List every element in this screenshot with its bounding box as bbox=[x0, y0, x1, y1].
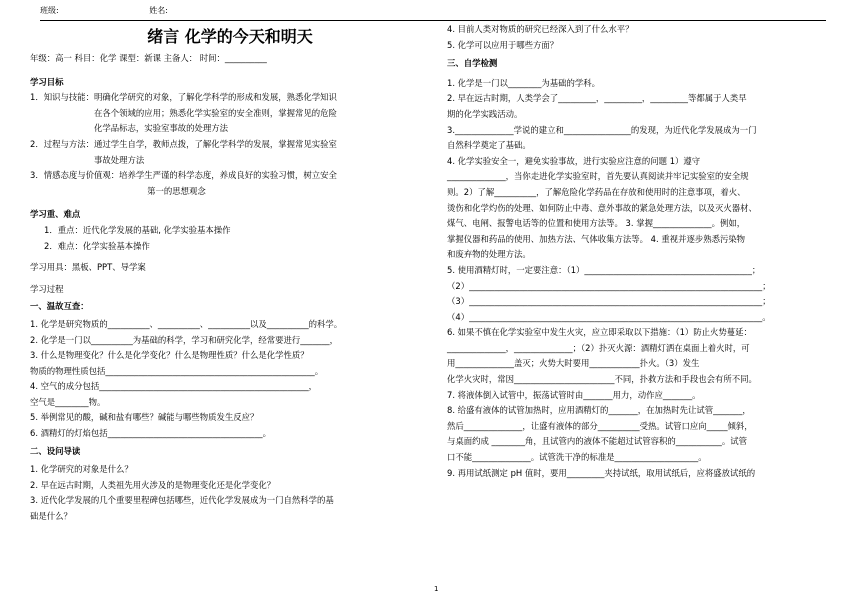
self-check-line: 6. 如果不慎在化学实验室中发生火灾，应立即采取以下措施：（1）防止火势蔓延： bbox=[447, 327, 752, 338]
review-item: 空气是________物。 bbox=[30, 396, 106, 407]
learning-tools: 学习用具：黑板、PPT、导学案 bbox=[30, 262, 146, 273]
document-title: 绪言 化学的今天和明天 bbox=[147, 27, 313, 46]
self-check-line: 自然科学奠定了基础。 bbox=[447, 140, 531, 151]
review-item: 6. 酒精灯的灯焰包括_____________________________________。 bbox=[30, 428, 271, 439]
right-column bbox=[447, 22, 833, 481]
review-item: 2. 化学是一门以__________为基础的科学，学习和研究化学，经常要进行_______， bbox=[30, 334, 338, 345]
goals-heading: 学习目标 bbox=[30, 76, 64, 87]
self-check-line: 和废弃物的处理方法。 bbox=[447, 249, 531, 260]
self-check-line: （2）______________________________________________________________________； bbox=[447, 280, 771, 291]
guide-question: 2. 早在远古时期，人类祖先用火涉及的是物理变化还是化学变化？ bbox=[30, 479, 276, 490]
lesson-meta: 年级：高一 科目：化学 课型：新课 主备人： 时间：__________ bbox=[30, 53, 267, 63]
goal3-line: 培养学生严谨的科学态度，养成良好的实验习惯，树立安全 bbox=[119, 170, 337, 181]
goal2-line: 通过学生自学，教师点拨，了解化学科学的发展，掌握常见实验室 bbox=[93, 138, 337, 149]
self-check-line: ______________，当你走进化学实验室时，首先要认真阅读并牢记实验室的安全规 bbox=[447, 171, 749, 182]
guide-question: 5. 化学可以应用于哪些方面？ bbox=[447, 39, 559, 50]
goal1-line: 在各个领域的应用；熟悉化学实验室的安全准则，掌握常见的危险 bbox=[93, 107, 337, 118]
guide-question: 1. 化学研究的对象是什么？ bbox=[30, 464, 133, 475]
self-check-line: 口不能______________。试管洗干净的标准是____________________。 bbox=[447, 452, 707, 463]
guide-section-heading: 二、设问导读 bbox=[30, 445, 81, 456]
self-check-line: 则。2）了解__________，了解危险化学药品在存放和使用时的注意事项，着火、 bbox=[447, 186, 746, 197]
guide-question: 础是什么？ bbox=[30, 511, 72, 522]
self-check-line: 8. 给盛有液体的试管加热时，应用酒精灯的_______，在加热时先让试管_______， bbox=[447, 405, 751, 416]
goal-knowledge bbox=[30, 90, 430, 137]
page-header bbox=[40, 5, 168, 16]
review-item: 1. 化学是研究物质的__________、__________、__________以及__________的科学。 bbox=[30, 318, 343, 329]
self-check-line: 用______________盖灭；火势大时要用____________扑火。（3）发生 bbox=[447, 358, 700, 369]
self-check-line: 5. 使用酒精灯时，一定要注意：（1）________________________________________； bbox=[447, 264, 761, 275]
goal3-line: 第一的思想观念 bbox=[147, 185, 206, 196]
goal2-label: 2．过程与方法： bbox=[30, 138, 94, 149]
goal1-line: 化学品标志，实验室事故的处理方法 bbox=[93, 123, 228, 134]
self-check-line: 期的化学实践活动。 bbox=[447, 108, 523, 119]
goal1-line: 明确化学研究的对象，了解化学科学的形成和发展，熟悉化学知识 bbox=[93, 92, 337, 103]
page-number: 1 bbox=[434, 585, 439, 593]
key-points-heading: 学习重、难点 bbox=[30, 209, 81, 220]
review-section-heading: 一、温故互查： bbox=[30, 301, 89, 312]
class-label: 班级: bbox=[40, 6, 59, 15]
self-check-line: 1. 化学是一门以________为基础的学科。 bbox=[447, 77, 601, 88]
goal-process bbox=[30, 137, 430, 168]
self-check-line: 9. 再用试纸测定 pH 值时，要用_________夹持试纸，取用试纸后，应将盛放试纸的 bbox=[447, 467, 756, 478]
self-check-line: （4）______________________________________________________________________。 bbox=[447, 311, 771, 322]
self-check-line: 煤气、电闸、报警电话等的位置和使用方法等。 3. 掌握______________。例如， bbox=[447, 218, 746, 229]
left-column bbox=[30, 22, 430, 525]
header-divider bbox=[40, 20, 826, 21]
self-check-line: （3）______________________________________________________________________； bbox=[447, 296, 771, 307]
review-item: 3. 什么是物理变化？什么是化学变化？什么是物理性质？什么是化学性质？ bbox=[30, 350, 309, 361]
self-check-heading: 三、自学检测 bbox=[447, 58, 498, 69]
self-check-line: 掌握仪器和药品的使用、加热方法、气体收集方法等。 4. 重视并逐步熟悉污染物 bbox=[447, 233, 746, 244]
self-check-line: ______________，______________；（2）扑灭火源：酒精灯洒在桌面上着火时，可 bbox=[447, 342, 750, 353]
self-check-line: 4. 化学实验安全一，避免实验事故，进行实验应注意的问题 1）遵守 bbox=[447, 155, 701, 166]
self-check-line: 7. 将液体倒入试管中，振荡试管时由_______用力，动作应_______。 bbox=[447, 389, 701, 400]
guide-question: 4. 目前人类对物质的研究已经深入到了什么水平？ bbox=[447, 24, 634, 34]
review-item: 5. 举例常见的酸，碱和盐有哪些？碱能与哪些物质发生反应？ bbox=[30, 412, 259, 423]
self-check-line: 化学火灾时，常因________________________不同，扑救方法和手段也会有所不同。 bbox=[447, 374, 757, 385]
key-point: 1．重点：近代化学发展的基础, 化学实验基本操作 bbox=[44, 224, 231, 235]
self-check-line: 3.______________学说的建立和________________的发现，为近代化学发展成为一门 bbox=[447, 124, 757, 135]
name-label: 姓名: bbox=[149, 6, 168, 15]
guide-question: 3. 近代化学发展的几个重要里程碑包括哪些，近代化学发展成为一门自然科学的基 bbox=[30, 495, 334, 506]
review-item: 物质的物理性质包括__________________________________________________。 bbox=[30, 365, 324, 376]
difficult-point: 2．难点：化学实验基本操作 bbox=[44, 240, 150, 251]
goal1-label: 1．知识与技能： bbox=[30, 92, 94, 103]
self-check-line: 烫伤和化学灼伤的处理、如何防止中毒、意外事故的紧急处理方法，以及灭火器材、 bbox=[447, 202, 757, 213]
self-check-line: 2. 早在远古时期，人类学会了_________，_________，_________等都属于人类早 bbox=[447, 93, 747, 104]
review-item: 4. 空气的成分包括__________________________________________________， bbox=[30, 381, 318, 392]
process-heading: 学习过程 bbox=[30, 283, 64, 294]
self-check-line: 然后______________，让盛有液体的部分__________受热。试管口应向_____倾斜， bbox=[447, 420, 753, 431]
self-check-line: 与桌面约成 ________角，且试管内的液体不能超过试管容积的___________。试管 bbox=[447, 436, 747, 447]
goal-attitude bbox=[30, 168, 430, 199]
goal2-line: 事故处理方法 bbox=[93, 154, 145, 165]
goal3-label: 3．情感态度与价值观： bbox=[30, 170, 120, 181]
